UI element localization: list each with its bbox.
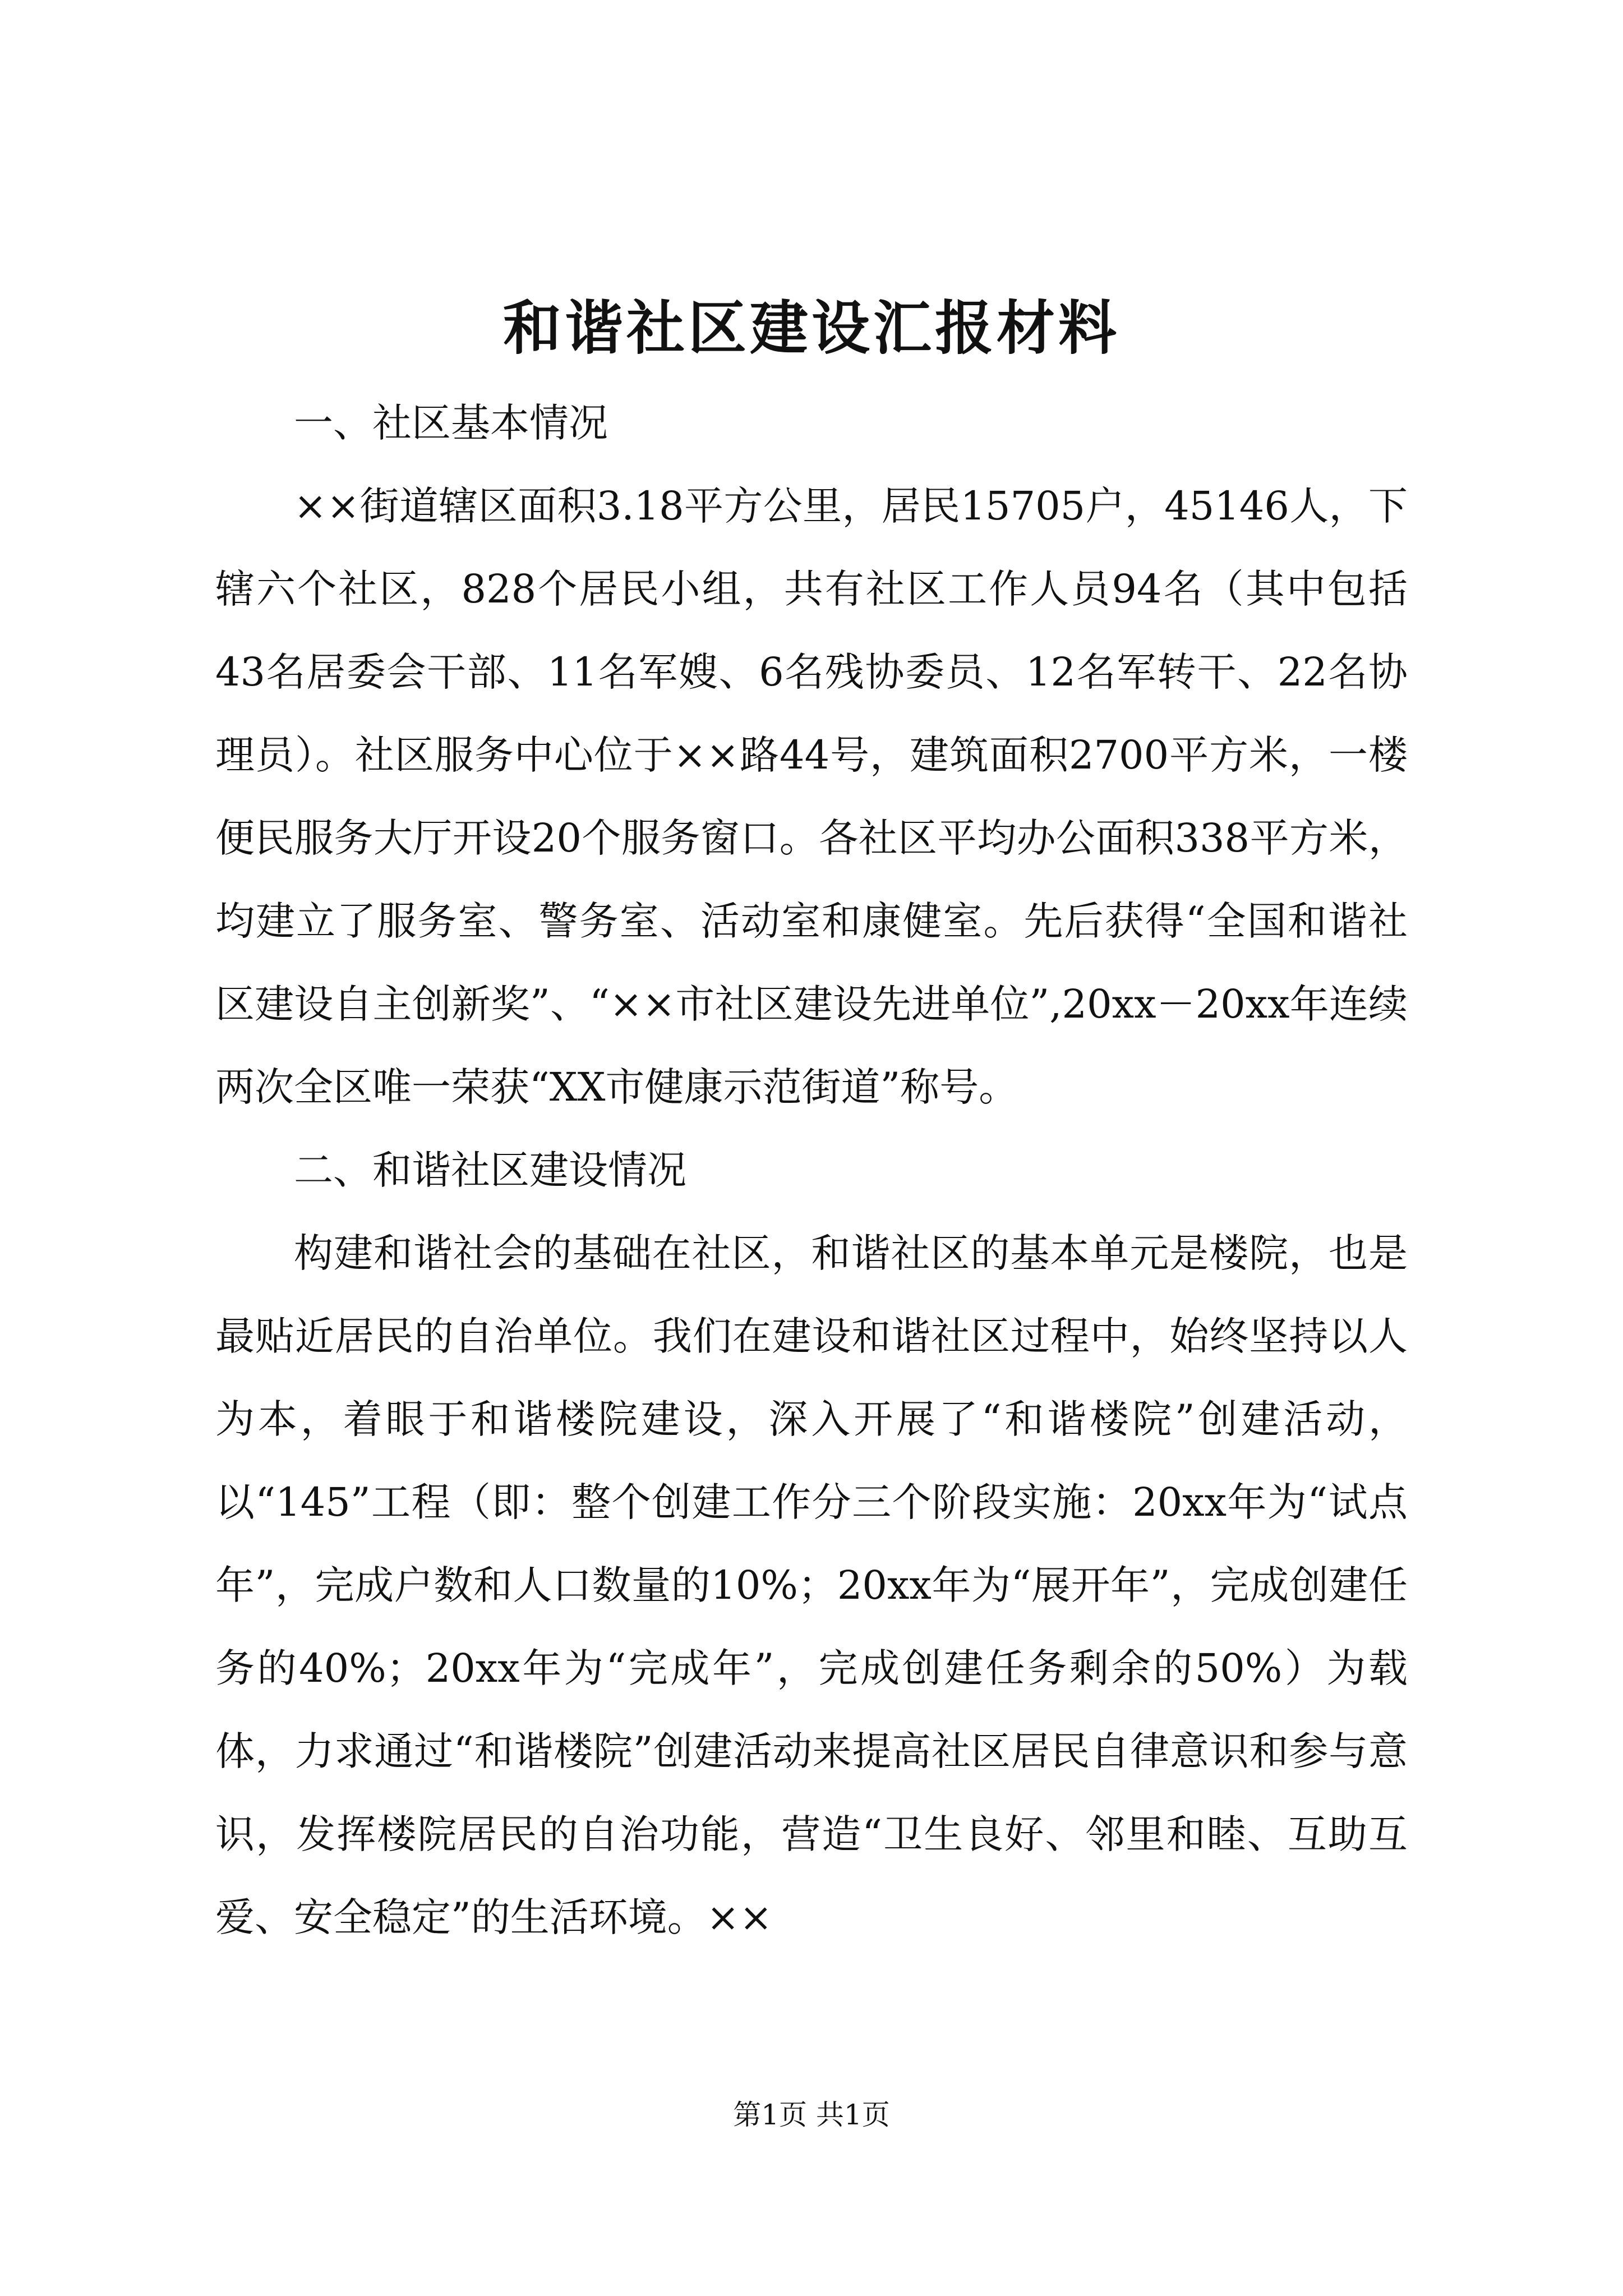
document-body xyxy=(215,381,1408,1959)
section-paragraph-1: ××街道辖区面积3.18平方公里，居民15705户，45146人，下辖六个社区，828个居民小组，共有社区工作人员94名（其中包括43名居委会干部、11名军嫂、6名残协委员、12名军转干、22名协理员）。社区服务中心位于××路44号，建筑面积2700平方米，一楼便民服务大厅开设20个服务窗口。各社区平均办公面积338平方米，均建立了服务室、警务室、活动室和康健室。先后获得“全国和谐社区建设自主创新奖”、“××市社区建设先进单位”,20xx－20xx年连续两次全区唯一荣获“XX市健康示范街道”称号。 xyxy=(215,483,1408,1110)
document-title: 和谐社区建设汇报材料 xyxy=(502,293,1120,362)
section-paragraph-2: 构建和谐社会的基础在社区，和谐社区的基本单元是楼院，也是最贴近居民的自治单位。我们在建设和谐社区过程中，始终坚持以人为本，着眼于和谐楼院建设，深入开展了“和谐楼院”创建活动，以“145”工程（即：整个创建工作分三个阶段实施：20xx年为“试点年”，完成户数和人口数量的10%；20xx年为“展开年”，完成创建任务的40%；20xx年为“完成年”，完成创建任务剩余的50%）为载体，力求通过“和谐楼院”创建活动来提高社区居民自律意识和参与意识，发挥楼院居民的自治功能，营造“卫生良好、邻里和睦、互助互爱、安全稳定”的生活环境。×× xyxy=(215,1230,1408,1940)
page-footer: 第1页 共1页 xyxy=(733,2099,890,2131)
section-heading-2: 二、和谐社区建设情况 xyxy=(294,1147,686,1193)
section-heading-1: 一、社区基本情况 xyxy=(294,400,608,446)
